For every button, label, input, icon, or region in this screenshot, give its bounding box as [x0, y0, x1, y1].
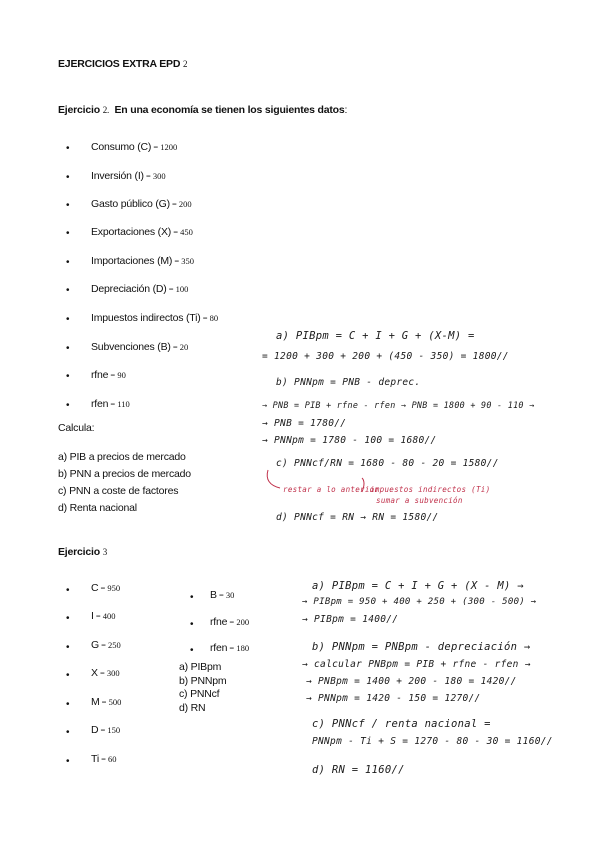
handwritten-bracket-icon [262, 466, 382, 496]
bullet-icon: • [190, 592, 194, 603]
handwritten-line: → PNB = 1780// [262, 418, 347, 429]
handwritten-line: → PNNpm = 1420 - 150 = 1270// [306, 693, 481, 704]
question-item: d) RN [179, 701, 206, 714]
exercise-2-colon: : [344, 104, 348, 116]
handwritten-line: → PIBpm = 950 + 400 + 250 + (300 - 500) → [302, 597, 537, 607]
list-item [66, 608, 70, 626]
list-item-text: Ti = 60 [91, 753, 117, 765]
list-item-text: Importaciones (M) = 350 [91, 255, 195, 267]
list-item [66, 395, 70, 413]
list-item-text: Subvenciones (B) = 20 [91, 341, 189, 353]
list-item-text: C = 950 [91, 582, 121, 594]
list-item [190, 614, 194, 632]
handwritten-note: restar a lo anterior [283, 485, 380, 494]
bullet-icon: • [66, 642, 70, 653]
question-item: a) PIBpm [179, 661, 222, 673]
handwritten-note: sumar a subvención [376, 496, 463, 505]
bullet-icon: • [66, 257, 70, 268]
list-item-text: rfne = 90 [91, 369, 126, 381]
handwritten-note: impuestos indirectos (Ti) [370, 485, 491, 494]
document-title-number: 2 [182, 59, 188, 69]
handwritten-line: b) PNNpm = PNB - deprec. [276, 377, 421, 388]
document-title-text: EJERCICIOS EXTRA EPD [58, 58, 181, 70]
list-item [190, 587, 194, 605]
question-item: d) Renta nacional [58, 502, 137, 514]
list-item [66, 751, 70, 769]
handwritten-line: → calcular PNBpm = PIB + rfne - rfen → [302, 659, 531, 670]
handwritten-line: → PIBpm = 1400// [302, 614, 399, 625]
bullet-icon: • [66, 670, 70, 681]
bullet-icon: • [66, 756, 70, 767]
question-item: a) PIB a precios de mercado [58, 451, 186, 463]
bullet-icon: • [66, 172, 70, 183]
exercise-2-heading [58, 104, 347, 116]
question-item: c) PNNcf [179, 688, 220, 700]
handwritten-line: d) PNNcf = RN → RN = 1580// [276, 512, 439, 523]
exercise-2-label: Ejercicio [58, 104, 100, 116]
exercise-2-questions [58, 450, 191, 515]
list-item [66, 694, 70, 712]
handwritten-line: b) PNNpm = PNBpm - depreciación → [312, 641, 531, 653]
question-item: b) PNN a precios de mercado [58, 468, 191, 480]
bullet-icon: • [66, 727, 70, 738]
bullet-icon: • [66, 314, 70, 325]
handwritten-line: PNNpm - Ti + S = 1270 - 80 - 30 = 1160// [312, 736, 553, 747]
list-item-text: rfne = 200 [210, 616, 250, 628]
list-item-text: Inversión (I) = 300 [91, 170, 166, 182]
bullet-icon: • [190, 619, 194, 630]
list-item [66, 280, 70, 298]
list-item [66, 252, 70, 270]
list-item-text: I = 400 [91, 610, 116, 622]
exercise-3-questions [179, 661, 226, 715]
bullet-icon: • [66, 200, 70, 211]
list-item [66, 580, 70, 598]
handwritten-line: → PNB = PIB + rfne - rfen → PNB = 1800 + 90 - 110 → [262, 400, 535, 410]
bullet-icon: • [66, 228, 70, 239]
list-item-text: Gasto público (G) = 200 [91, 198, 192, 210]
list-item [66, 223, 70, 241]
handwritten-line: d) RN = 1160// [312, 764, 405, 776]
list-item [66, 366, 70, 384]
handwritten-line: a) PIBpm = C + I + G + (X - M) → [312, 580, 524, 592]
bullet-icon: • [66, 285, 70, 296]
question-item: c) PNN a coste de factores [58, 485, 179, 497]
handwritten-line: a) PIBpm = C + I + G + (X-M) = [276, 330, 475, 342]
list-item [66, 167, 70, 185]
exercise-2-number: 2. [102, 105, 110, 115]
handwritten-line: → PNNpm = 1780 - 100 = 1680// [262, 435, 437, 446]
document-title [58, 58, 187, 70]
list-item-text: D = 150 [91, 724, 121, 736]
question-item: b) PNNpm [179, 674, 227, 687]
handwritten-line: c) PNNcf / renta nacional = [312, 718, 491, 730]
handwritten-line: → PNBpm = 1400 + 200 - 180 = 1420// [306, 676, 517, 687]
bullet-icon: • [66, 143, 70, 154]
list-item [66, 195, 70, 213]
bullet-icon: • [66, 613, 70, 624]
handwritten-line: = 1200 + 300 + 200 + (450 - 350) = 1800// [262, 351, 509, 362]
list-item-text: rfen = 110 [91, 398, 130, 410]
bullet-icon: • [66, 400, 70, 411]
list-item [66, 722, 70, 740]
list-item [66, 138, 70, 156]
list-item [66, 637, 70, 655]
list-item [66, 338, 70, 356]
list-item-text: Consumo (C) = 1200 [91, 141, 178, 153]
calcula-label: Calcula: [58, 422, 95, 434]
list-item [66, 665, 70, 683]
list-item-text: M = 500 [91, 696, 122, 708]
list-item [66, 309, 70, 327]
list-item-text: G = 250 [91, 639, 121, 651]
bullet-icon: • [66, 699, 70, 710]
list-item-text: Impuestos indirectos (Ti) = 80 [91, 312, 219, 324]
bullet-icon: • [66, 343, 70, 354]
list-item [190, 640, 194, 658]
bullet-icon: • [190, 645, 194, 656]
list-item-text: B = 30 [210, 589, 235, 601]
exercise-3-label: Ejercicio [58, 546, 100, 558]
list-item-text: rfen = 180 [210, 642, 250, 654]
exercise-3-number: 3 [102, 547, 108, 557]
bullet-icon: • [66, 371, 70, 382]
list-item-text: X = 300 [91, 667, 120, 679]
exercise-3-heading [58, 546, 107, 558]
handwritten-line: c) PNNcf/RN = 1680 - 80 - 20 = 1580// [276, 458, 499, 469]
exercise-2-statement: En una economía se tienen los siguientes datos [114, 104, 345, 116]
list-item-text: Exportaciones (X) = 450 [91, 226, 193, 238]
bullet-icon: • [66, 585, 70, 596]
list-item-text: Depreciación (D) = 100 [91, 283, 189, 295]
